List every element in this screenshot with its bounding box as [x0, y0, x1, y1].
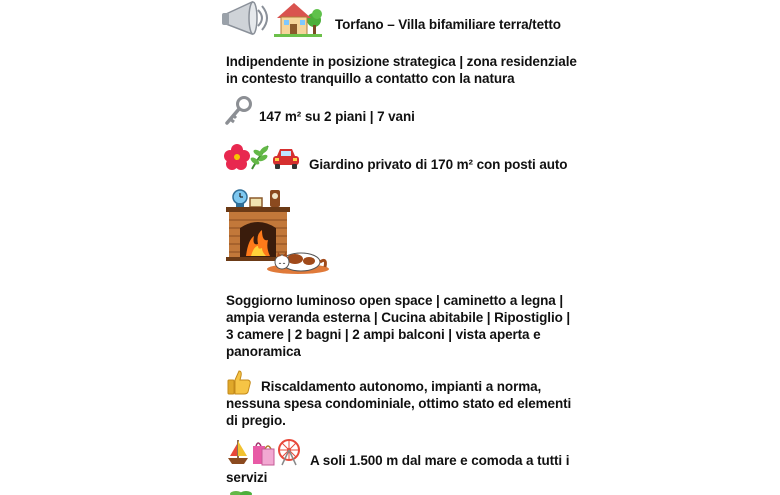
garden-text: Giardino privato di 170 m² con posti auto: [309, 157, 568, 172]
heating-line: di pregio.: [226, 413, 286, 428]
intro-line: Indipendente in posizione strategica | zona residenziale: [226, 54, 577, 69]
hibiscus-icon: [224, 144, 250, 170]
heating-line: nessuna spesa condominiale, ottimo stato ed elementi: [226, 396, 572, 411]
heating-line: Riscaldamento autonomo, impianti a norma,: [261, 379, 542, 394]
thumbs-up-icon: [226, 369, 252, 395]
intro-line: in contesto tranquillo a contatto con la natura: [226, 71, 515, 86]
location-line: servizi: [226, 470, 268, 485]
shopping-bags-icon: [250, 438, 276, 466]
herb-icon: [228, 490, 254, 495]
living-line: panoramica: [226, 344, 301, 359]
car-icon: [272, 146, 300, 170]
living-line: ampia veranda esterna | Cucina abitabile | Ripostiglio |: [226, 310, 571, 325]
ferris-wheel-icon: [276, 438, 302, 466]
size-text: 147 m² su 2 piani | 7 vani: [259, 109, 415, 124]
herb-icon: [248, 144, 272, 170]
listing-title: Torfano – Villa bifamiliare terra/tetto: [335, 17, 561, 32]
megaphone-icon: [222, 0, 272, 36]
house-with-garden-icon: [274, 0, 322, 38]
sailboat-icon: [226, 438, 250, 466]
sleeping-cat-icon: [265, 247, 331, 275]
living-line: 3 camere | 2 bagni | 2 ampi balconi | vista aperta e: [226, 327, 541, 342]
living-line: Soggiorno luminoso open space | caminetto a legna |: [226, 293, 564, 308]
location-line: A soli 1.500 m dal mare e comoda a tutti i: [310, 453, 570, 468]
key-icon: [224, 96, 252, 126]
